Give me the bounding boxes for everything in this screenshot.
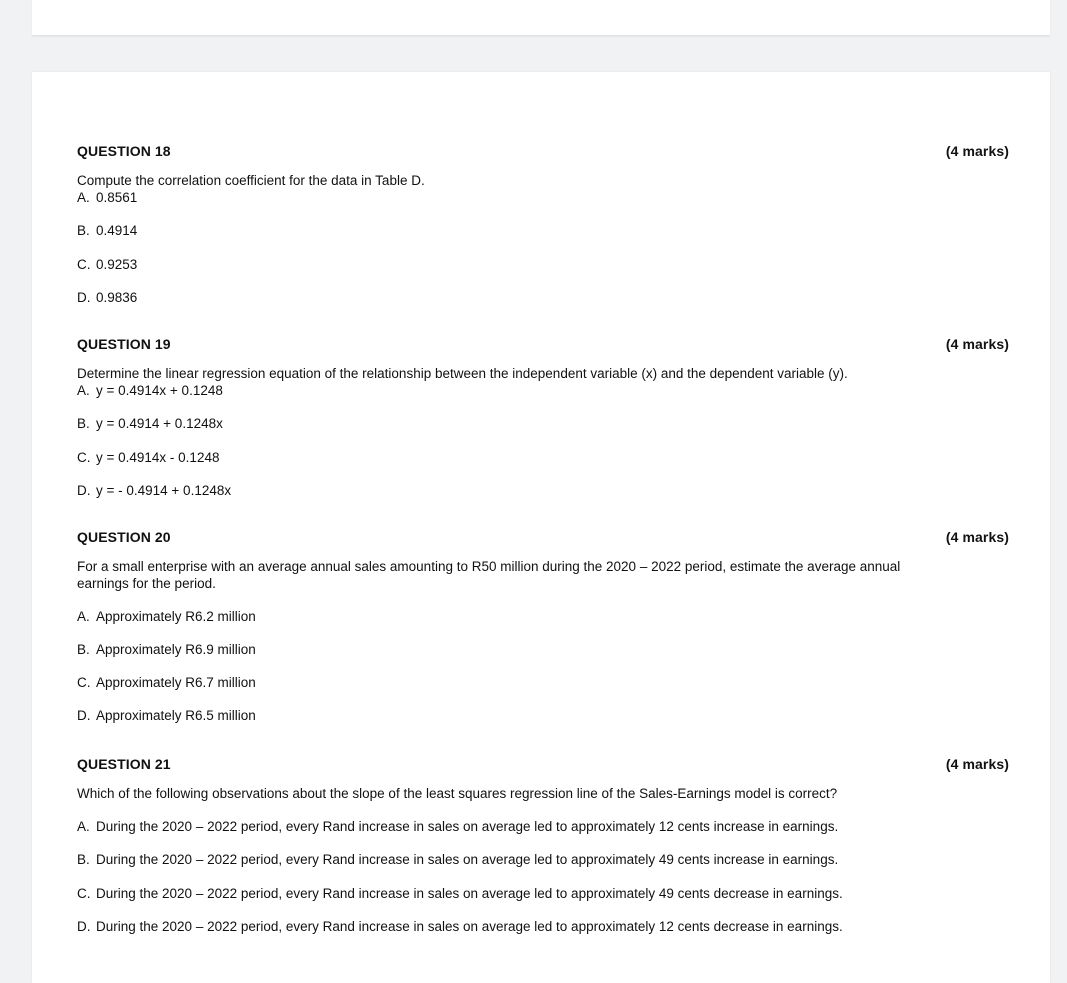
question-text: For a small enterprise with an average annual sales amounting to R50 million during the 2020 – 2022 period, estimate the average annual earnings for the period. xyxy=(77,559,901,591)
question-marks: (4 marks) xyxy=(945,143,1009,159)
option-letter: D. xyxy=(77,483,91,498)
question-title: QUESTION 19 xyxy=(77,336,171,352)
option-text: y = 0.4914x - 0.1248 xyxy=(96,450,220,465)
question-marks: (4 marks) xyxy=(945,336,1009,352)
option-text: y = - 0.4914 + 0.1248x xyxy=(96,483,232,498)
question-title: QUESTION 20 xyxy=(77,529,171,545)
option-a xyxy=(77,608,1009,625)
option-text: During the 2020 – 2022 period, every Rand increase in sales on average led to approximately 49 cents increase in earnings. xyxy=(96,852,839,867)
question-19 xyxy=(77,336,1009,499)
previous-page-sheet xyxy=(32,0,1050,36)
option-text: y = 0.4914x + 0.1248 xyxy=(96,383,223,398)
option-text: 0.4914 xyxy=(96,223,138,238)
option-letter: B. xyxy=(77,642,90,657)
option-letter: B. xyxy=(77,223,90,238)
option-a xyxy=(77,382,1009,399)
question-header xyxy=(77,756,1009,774)
option-d xyxy=(77,707,1009,724)
question-20 xyxy=(77,529,1009,724)
option-text: 0.9253 xyxy=(96,257,138,272)
option-text: Approximately R6.2 million xyxy=(96,609,256,624)
option-a xyxy=(77,818,1009,835)
option-c xyxy=(77,885,1009,902)
question-marks: (4 marks) xyxy=(945,529,1009,545)
option-text: During the 2020 – 2022 period, every Rand increase in sales on average led to approximately 12 cents decrease in earnings. xyxy=(96,919,843,934)
question-21 xyxy=(77,756,1009,935)
question-header xyxy=(77,336,1009,354)
option-letter: D. xyxy=(77,919,91,934)
option-b xyxy=(77,641,1009,658)
option-letter: A. xyxy=(77,383,90,398)
question-text: Compute the correlation coefficient for the data in Table D. xyxy=(77,173,425,188)
option-letter: C. xyxy=(77,450,91,465)
question-text: Determine the linear regression equation of the relationship between the independent variable (x) and the dependent variable (y). xyxy=(77,366,848,381)
question-title: QUESTION 18 xyxy=(77,143,171,159)
option-letter: A. xyxy=(77,819,90,834)
option-a xyxy=(77,189,1009,206)
option-d xyxy=(77,918,1009,935)
question-marks: (4 marks) xyxy=(945,756,1009,772)
option-d xyxy=(77,289,1009,306)
option-text: Approximately R6.7 million xyxy=(96,675,256,690)
question-title: QUESTION 21 xyxy=(77,756,171,772)
question-18 xyxy=(77,143,1009,306)
option-letter: A. xyxy=(77,190,90,205)
option-letter: C. xyxy=(77,886,91,901)
option-letter: D. xyxy=(77,708,91,723)
option-b xyxy=(77,415,1009,432)
option-c xyxy=(77,256,1009,273)
option-text: During the 2020 – 2022 period, every Rand increase in sales on average led to approximately 49 cents decrease in earnings. xyxy=(96,886,843,901)
option-text: Approximately R6.5 million xyxy=(96,708,256,723)
question-header xyxy=(77,529,1009,547)
option-letter: B. xyxy=(77,852,90,867)
document-page xyxy=(32,72,1050,983)
option-c xyxy=(77,674,1009,691)
question-text: Which of the following observations about the slope of the least squares regression line of the Sales-Earnings model is correct? xyxy=(77,786,838,801)
option-text: During the 2020 – 2022 period, every Rand increase in sales on average led to approximately 12 cents increase in earnings. xyxy=(96,819,839,834)
option-d xyxy=(77,482,1009,499)
option-letter: B. xyxy=(77,416,90,431)
question-header xyxy=(77,143,1009,161)
option-text: 0.9836 xyxy=(96,290,138,305)
option-letter: A. xyxy=(77,609,90,624)
option-c xyxy=(77,449,1009,466)
option-text: Approximately R6.9 million xyxy=(96,642,256,657)
option-b xyxy=(77,851,1009,868)
option-letter: D. xyxy=(77,290,91,305)
option-letter: C. xyxy=(77,257,91,272)
option-text: y = 0.4914 + 0.1248x xyxy=(96,416,223,431)
option-text: 0.8561 xyxy=(96,190,138,205)
option-b xyxy=(77,222,1009,239)
option-letter: C. xyxy=(77,675,91,690)
